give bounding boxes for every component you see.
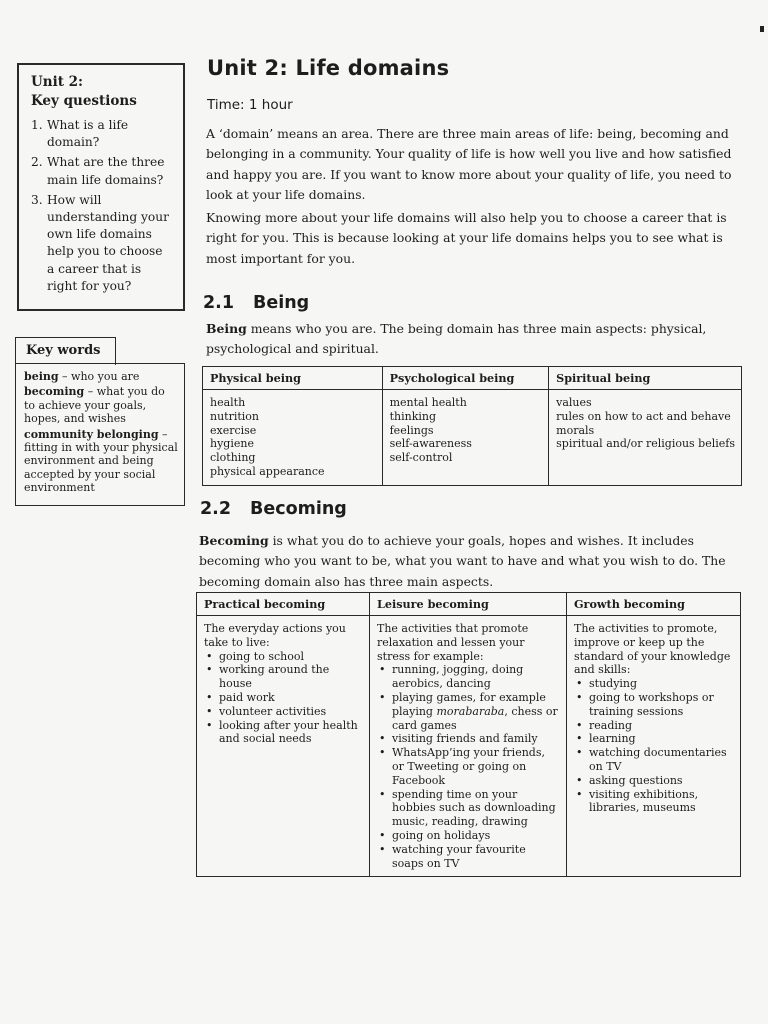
list-item: mental health (389, 396, 467, 409)
list-item: • looking after your health and social needs (219, 719, 363, 747)
section-title: Being (253, 293, 310, 313)
key-words-box (15, 363, 185, 506)
list-item: feelings (389, 423, 434, 437)
list-item: • learning (589, 732, 734, 746)
list-item: • watching your favourite soaps on TV (392, 843, 560, 871)
key-word-term: community belonging (24, 427, 159, 441)
list-item-text: playing games, for example playing (392, 690, 546, 718)
key-question-item (31, 192, 173, 295)
list-item: hygiene (210, 437, 254, 451)
section-title: Becoming (250, 499, 347, 519)
key-word-definition: – fitting in with your physical environment and being accepted by your social environment (24, 427, 178, 495)
key-words-tab: Key words (15, 337, 116, 365)
list-item: physical appearance (210, 464, 325, 478)
table-header: Physical being (203, 367, 383, 390)
list-item: values (556, 396, 592, 409)
question-number: 2. (31, 155, 43, 170)
question-text: What are the three main life domains? (47, 155, 165, 187)
key-word-definition: – what you do to achieve your goals, hopes, and wishes (24, 385, 165, 426)
table-cell (567, 616, 741, 877)
question-text: What is a life domain? (47, 118, 129, 150)
table-header: Psychological being (382, 367, 549, 390)
list-item: • working around the house (219, 663, 363, 691)
key-word-entry (24, 428, 178, 495)
list-item-text: , chess or card games (392, 704, 558, 732)
list-item: • going to school (219, 650, 363, 664)
list-item: rules on how to act and behave (556, 409, 731, 423)
list-item: • visiting friends and family (392, 732, 560, 746)
intro-paragraph-2: Knowing more about your life domains will also help you to choose a career that is right for you. This is because looking at your life domains helps you to see what is most important for you. (206, 210, 727, 266)
list-item: health (210, 396, 246, 409)
table-header: Practical becoming (197, 593, 370, 616)
key-questions-heading-unit: Unit 2: (31, 74, 84, 90)
list-item (392, 691, 560, 732)
bullet-list (574, 677, 734, 815)
game-name: morabaraba (436, 704, 505, 718)
list-item: nutrition (210, 409, 260, 423)
table-cell (370, 616, 567, 877)
list-item: clothing (210, 451, 256, 465)
being-intro-paragraph (206, 319, 739, 360)
page-title: Unit 2: Life domains (207, 56, 450, 80)
table-header: Spiritual being (549, 367, 742, 390)
becoming-table (196, 592, 741, 877)
question-number: 3. (31, 192, 43, 207)
bullet-list (204, 650, 363, 747)
list-item: • WhatsApp’ing your friends, or Tweeting or going on Facebook (392, 746, 560, 787)
column-intro: The everyday actions you take to live: (204, 622, 346, 649)
becoming-term: Becoming (199, 533, 269, 548)
bullet-list (377, 663, 560, 870)
table-header: Leisure becoming (370, 593, 567, 616)
being-table (202, 366, 742, 486)
table-header: Growth becoming (567, 593, 741, 616)
question-text: How will understanding your own life domains help you to choose a career that is right for you? (47, 192, 169, 293)
table-cell (549, 390, 742, 486)
section-number: 2.2 (200, 499, 232, 519)
list-item: • reading (589, 719, 734, 733)
section-number: 2.1 (203, 293, 235, 313)
section-becoming-heading (200, 499, 347, 519)
list-item: • spending time on your hobbies such as downloading music, reading, drawing (392, 788, 560, 829)
key-questions-box (17, 63, 185, 311)
key-questions-heading: Key questions (31, 93, 137, 109)
key-word-term: becoming (24, 385, 85, 399)
page-corner-mark (760, 26, 764, 32)
column-intro: The activities to promote, improve or keep up the standard of your knowledge and skills: (574, 622, 731, 677)
list-item: • going to workshops or training sessions (589, 691, 734, 719)
list-item: • watching documentaries on TV (589, 746, 734, 774)
list-item: self-control (389, 451, 453, 465)
table-cell (197, 616, 370, 877)
list-item: • studying (589, 677, 734, 691)
key-word-entry (24, 385, 178, 425)
list-item: • visiting exhibitions, libraries, museums (589, 788, 734, 816)
list-item: • going on holidays (392, 829, 560, 843)
key-word-definition: – who you are (58, 370, 140, 383)
list-item: • volunteer activities (219, 705, 363, 719)
table-cell (382, 390, 549, 486)
list-item: exercise (210, 423, 257, 437)
list-item: morals (556, 423, 595, 437)
key-question-item (31, 154, 173, 188)
being-term: Being (206, 321, 247, 336)
list-item: • paid work (219, 691, 363, 705)
list-item: self-awareness (389, 437, 472, 451)
list-item: • asking questions (589, 774, 734, 788)
being-intro-text: means who you are. The being domain has three main aspects: physical, psychological and spiritual. (206, 321, 707, 357)
key-question-item (31, 117, 173, 151)
table-cell (203, 390, 383, 486)
section-being-heading (203, 293, 309, 313)
list-item: • running, jogging, doing aerobics, dancing (392, 663, 560, 691)
becoming-intro-paragraph (199, 531, 739, 592)
intro-paragraph-1: A ‘domain’ means an area. There are three main areas of life: being, becoming and belonging in a community. Your quality of life is how well you live and how satisfied and happy you are. If you want to know more about your quality of life, you need to look at your life domains. (206, 126, 732, 203)
question-number: 1. (31, 118, 43, 132)
becoming-intro-text: is what you do to achieve your goals, hopes and wishes. It includes becoming who you want to be, what you want to have and what you wish to do. The becoming domain also has three main aspects. (199, 533, 726, 589)
key-word-entry (24, 370, 178, 383)
list-item: spiritual and/or religious beliefs (556, 437, 735, 451)
time-label: Time: 1 hour (207, 97, 293, 113)
key-word-term: being (24, 370, 59, 383)
list-item: thinking (389, 409, 437, 423)
column-intro: The activities that promote relaxation and lessen your stress for example: (377, 622, 529, 663)
key-questions-list (31, 117, 173, 295)
